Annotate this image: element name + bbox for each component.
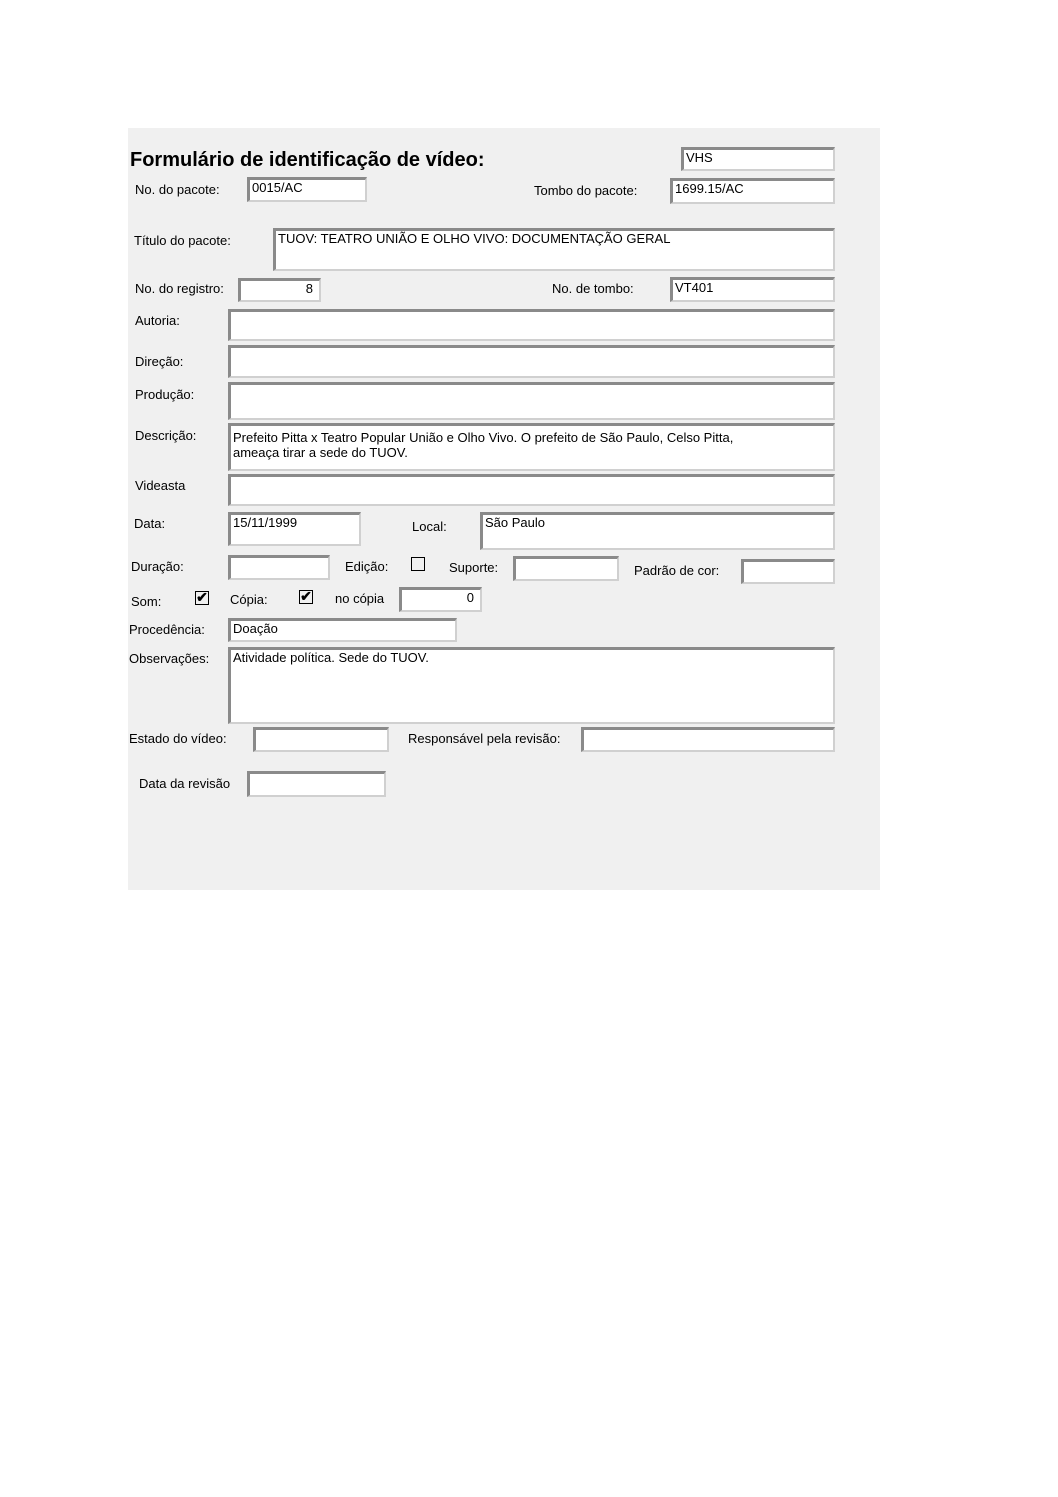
videasta-label: Videasta (135, 478, 186, 493)
no-tombo-label: No. de tombo: (552, 281, 634, 296)
form-title: Formulário de identificação de vídeo: (130, 149, 485, 171)
titulo-pacote-label: Título do pacote: (134, 233, 231, 248)
duracao-label: Duração: (131, 559, 184, 574)
estado-video-field[interactable] (253, 727, 389, 752)
producao-field[interactable] (228, 382, 835, 420)
edicao-checkbox[interactable] (411, 557, 425, 571)
titulo-pacote-field[interactable]: TUOV: TEATRO UNIÃO E OLHO VIVO: DOCUMENTAÇÃO GERAL (273, 228, 835, 271)
responsavel-field[interactable] (581, 727, 835, 752)
producao-label: Produção: (135, 387, 195, 402)
responsavel-label: Responsável pela revisão: (408, 731, 561, 746)
data-label: Data: (134, 516, 166, 531)
data-revisao-field[interactable] (247, 771, 386, 797)
padrao-cor-label: Padrão de cor: (634, 563, 720, 578)
suporte-field[interactable] (513, 556, 619, 581)
duracao-field[interactable] (228, 555, 330, 580)
som-checkbox[interactable]: ✔ (196, 589, 208, 605)
tombo-pacote-field[interactable]: 1699.15/AC (670, 178, 835, 204)
local-field[interactable]: São Paulo (480, 512, 835, 550)
local-label: Local: (412, 519, 447, 534)
observacoes-field[interactable]: Atividade política. Sede do TUOV. (228, 647, 835, 724)
estado-video-label: Estado do vídeo: (129, 731, 227, 746)
suporte-label: Suporte: (449, 560, 499, 575)
descricao-field[interactable]: Prefeito Pitta x Teatro Popular União e Olho Vivo. O prefeito de São Paulo, Celso Pitta, ameaça tirar a sede do TUOV. (228, 423, 835, 471)
descricao-label: Descrição: (135, 428, 197, 443)
formato-field[interactable]: VHS (681, 147, 835, 171)
padrao-cor-field[interactable] (741, 559, 835, 584)
no-pacote-label: No. do pacote: (135, 182, 220, 197)
som-label: Som: (131, 594, 162, 609)
autoria-field[interactable] (228, 309, 835, 341)
copia-label: Cópia: (230, 592, 268, 607)
edicao-label: Edição: (345, 559, 389, 574)
no-copia-field[interactable]: 0 (399, 587, 482, 612)
direcao-label: Direção: (135, 354, 184, 369)
no-tombo-field[interactable]: VT401 (670, 277, 835, 302)
data-field[interactable]: 15/11/1999 (228, 512, 361, 546)
autoria-label: Autoria: (135, 313, 180, 328)
videasta-field[interactable] (228, 474, 835, 506)
copia-checkbox[interactable]: ✔ (300, 588, 312, 604)
no-registro-field[interactable]: 8 (238, 278, 321, 302)
direcao-field[interactable] (228, 345, 835, 378)
procedencia-field[interactable]: Doação (228, 618, 457, 642)
no-registro-label: No. do registro: (135, 281, 224, 296)
observacoes-label: Observações: (129, 651, 210, 666)
no-copia-label: no cópia (335, 591, 385, 606)
data-revisao-label: Data da revisão (139, 776, 231, 791)
procedencia-label: Procedência: (129, 622, 205, 637)
no-pacote-field[interactable]: 0015/AC (247, 177, 367, 202)
video-identification-form (128, 128, 880, 890)
tombo-pacote-label: Tombo do pacote: (534, 183, 638, 198)
